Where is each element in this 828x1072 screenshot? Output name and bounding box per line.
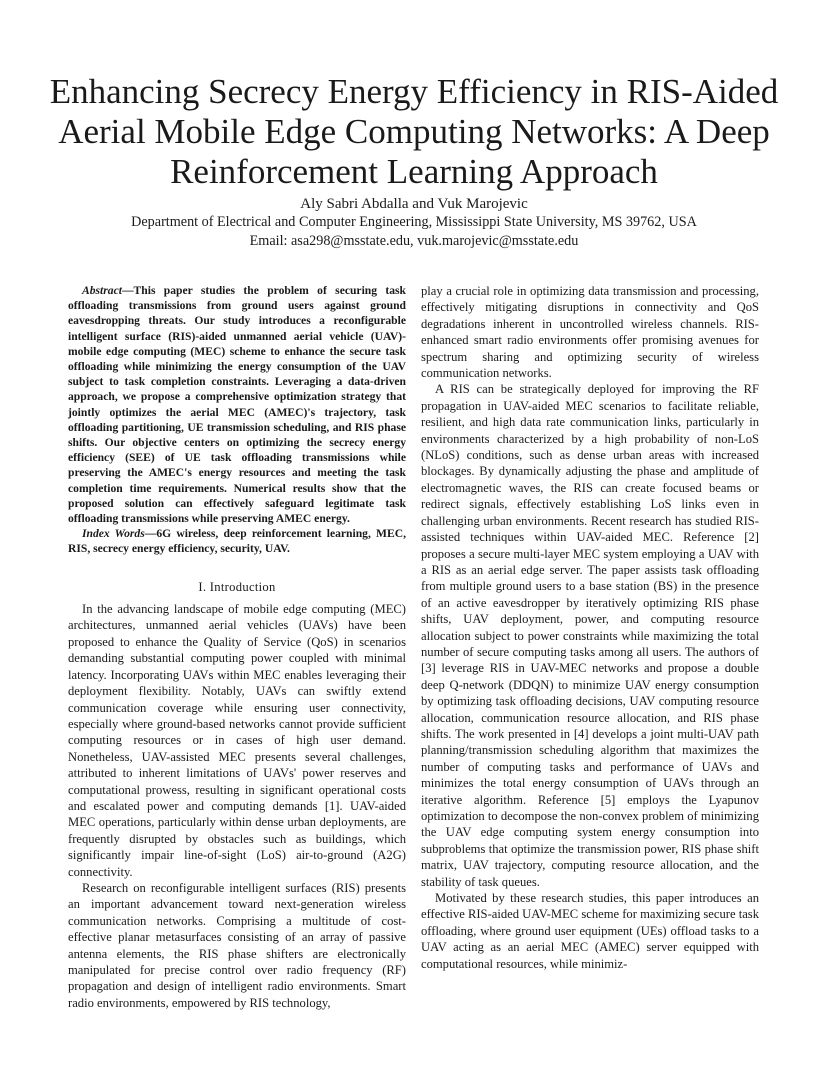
paper-affiliation: Department of Electrical and Computer Engineering, Mississippi State University, MS 39762, USA: [131, 214, 697, 230]
paper-authors: Aly Sabri Abdalla and Vuk Marojevic: [300, 196, 528, 212]
abstract-text: —This paper studies the problem of securing task offloading transmissions from ground users against ground eavesdropping threats. Our study introduces a reconfigurable intelligent surface (RIS)-aided unmanned aerial vehicle (UAV)-mobile edge computing (MEC) scheme to enhance the secure task offloading while minimizing the energy consumption of the UAV subject to task completion constraints. Leveraging a data-driven approach, we propose a comprehensive optimization strategy that jointly optimizes the aerial MEC (AMEC)'s trajectory, task offloading partitioning, UE transmission scheduling, and RIS phase shifts. Our objective centers on optimizing the secrecy energy efficiency (SEE) of UE task offloading transmissions while preserving the AMEC's energy resources and meeting the task completion time requirements. Numerical results show that the proposed solution can effectively safeguard legitimate task offloading transmissions while preserving AMEC energy.: [68, 284, 406, 526]
index-terms-label: Index Words: [82, 527, 145, 541]
intro-paragraph-2: Research on reconfigurable intelligent surfaces (RIS) presents an important advancement toward next-generation wireless communication networks. Comprising a multitude of cost-effective planar metasurfaces consisting of an array of passive antenna elements, the RIS phase shifters are electronically manipulated for precise control over radio frequency (RF) propagation and design of intelligent radio environments. Smart radio environments, empowered by RIS technology,: [68, 880, 406, 1010]
index-terms-text: —6G wireless, deep reinforcement learning, MEC, RIS, secrecy energy efficiency, security, UAV.: [68, 527, 406, 556]
section-heading-introduction: I. Introduction: [198, 579, 276, 594]
paper-title: Enhancing Secrecy Energy Efficiency in RIS-Aided Aerial Mobile Edge Computing Networks: A Deep Reinforcement Learning Approach: [49, 72, 779, 191]
abstract: [68, 283, 406, 526]
intro-paragraph-3: A RIS can be strategically deployed for improving the RF propagation in UAV-aided MEC scenarios to facilitate reliable, resilient, and high data rate communication links, particularly in environments characterized by a high probability of non-LoS (NLoS) conditions, such as dense urban areas with increased blockages. By dynamically adjusting the phase and amplitude of electromagnetic waves, the RIS can create focused beams or redirect signals, effectively establishing LoS links even in challenging urban environments. Recent research has studied RIS-assisted techniques within UAV-aided MEC. Reference [2] proposes a secure multi-layer MEC system employing a UAV with a RIS as an aerial edge server. The paper assists task offloading from multiple ground users to a base station (BS) in the presence of an active eavesdropper by iteratively optimizing RIS phase shifts, UAV deployment, power, and computing resource allocation subject to power constraints while maximizing the total number of secure computing tasks among all users. The authors of [3] leverage RIS in UAV-MEC networks and propose a double deep Q-network (DDQN) to minimize UAV energy consumption by optimizing task offloading decisions, UAV computing resource allocation, communication resource allocation, and RIS phase shifts. The work presented in [4] develops a joint multi-UAV path planning/transmission scheduling algorithm that maximizes the number of computing tasks and performance of UAVs and minimizes the total energy consumption of UAVs through an iterative algorithm. Reference [5] employs the Lyapunov optimization to decompose the non-convex problem of minimizing the UAV edge computing system energy consumption into subproblems that optimize the transmission power, RIS phase shift matrix, UAV trajectory, computing resource allocation, and the stability of task queues.: [421, 382, 759, 889]
intro-paragraph-1: In the advancing landscape of mobile edge computing (MEC) architectures, unmanned aerial vehicles (UAVs) have been proposed to enhance the Quality of Service (QoS) in scenarios demanding substantial computing power coupled with minimal latency. Incorporating UAVs within MEC enables leveraging their deployment flexibility. Notably, UAVs can swiftly extend communication coverage while ensuring user connectivity, especially where ground-based networks cannot provide sufficient computing resources or in cases of high user demand. Nonetheless, UAV-assisted MEC presents several challenges, attributed to inherent limitations of UAVs' power reserves and computational prowess, resulting in significant operational costs and escalated power and computing demands [1]. UAV-aided MEC operations, particularly within dense urban deployments, are frequently disrupted by obstacles such as buildings, which significantly impair line-of-sight (LoS) air-to-ground (A2G) connectivity.: [68, 602, 406, 879]
index-terms: [68, 526, 406, 556]
intro-paragraph-4: Motivated by these research studies, this paper introduces an effective RIS-aided UAV-MEC scheme for maximizing secure task offloading, where ground user equipment (UEs) offload tasks to a UAV acting as an aerial MEC (AMEC) server equipped with computational resources, while minimiz-: [421, 891, 759, 971]
abstract-label: Abstract: [82, 284, 122, 297]
intro-paragraph-2-continued: play a crucial role in optimizing data transmission and processing, effectively mitigating disruptions in connectivity and QoS degradations inherent in uncontrolled wireless channels. RIS-enhanced smart radio environments offer promising avenues for spectrum sharing and optimizing security of wireless communication networks.: [421, 284, 759, 381]
left-column: [68, 283, 406, 1011]
right-column: [421, 283, 759, 972]
paper-email: Email: asa298@msstate.edu, vuk.marojevic@msstate.edu: [249, 233, 579, 249]
